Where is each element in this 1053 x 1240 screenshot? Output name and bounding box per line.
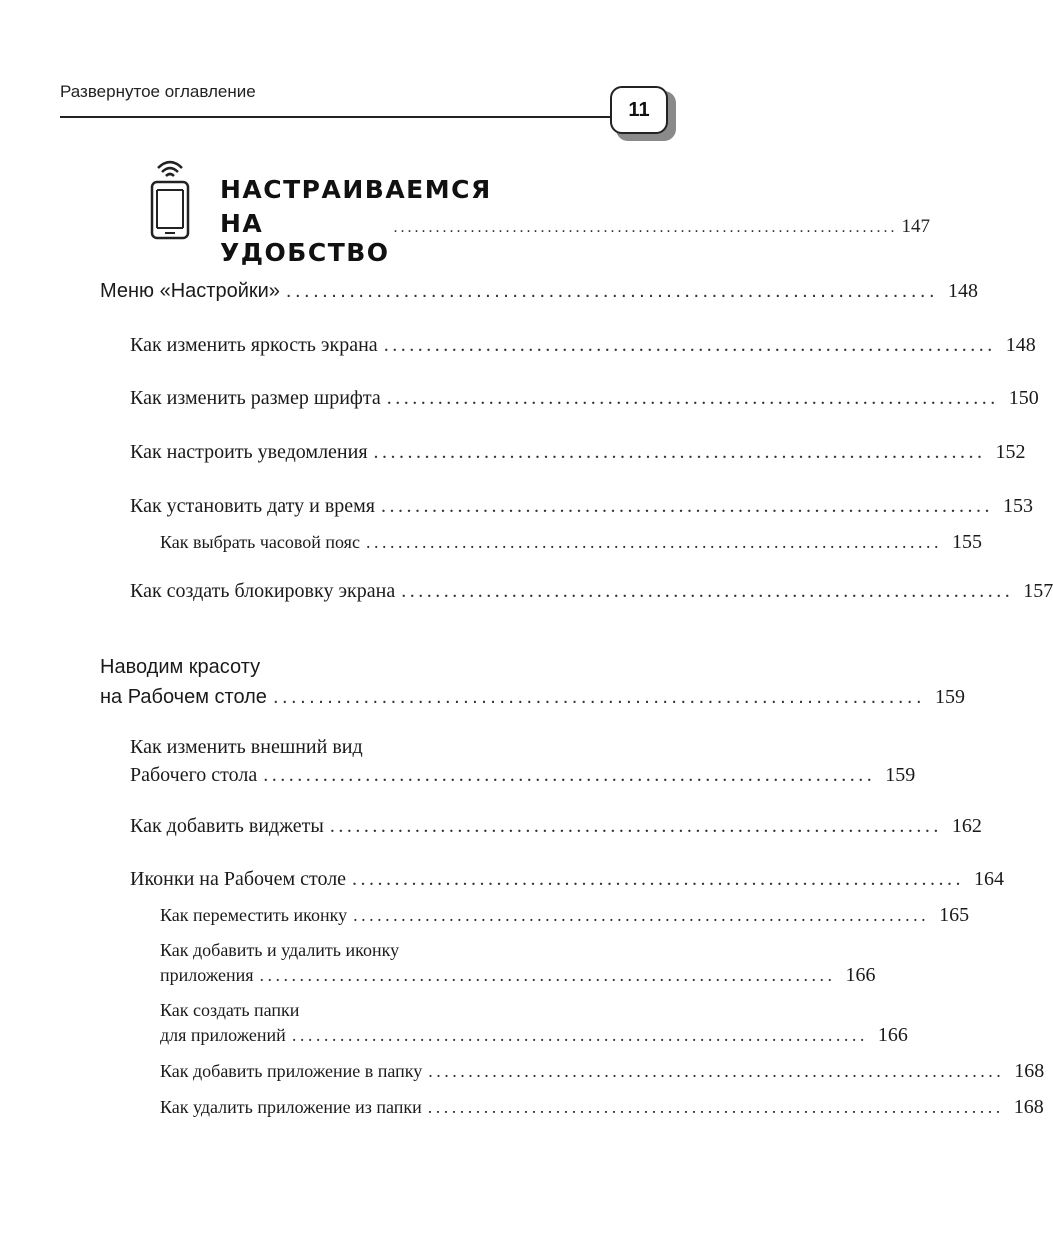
toc-entry-page: 159 [885,764,916,786]
toc-entry-line1: Как изменить внешний вид [130,736,363,758]
toc-entry[interactable] [130,387,1039,410]
chapter-page: 147 [901,216,931,237]
toc-entry[interactable] [130,764,916,787]
toc-entry-page: 152 [995,441,1026,463]
leader-dots: ........................................................................ [263,764,876,786]
toc-entry-page: 168 [1014,1060,1045,1082]
toc-entry-text: Рабочего стола [130,764,258,786]
chapter-title-line1: НАСТРАИВАЕМСЯ [220,175,492,204]
toc-subentry[interactable] [160,1024,908,1047]
leader-dots: ........................................................................ [427,1097,1004,1117]
toc-entry-text: Меню «Настройки» [100,280,280,302]
toc-entry-text: Как установить дату и время [130,495,376,517]
toc-entry-text: Как настроить уведомления [130,441,368,463]
toc-subentry-line1: Как создать папки [160,1000,300,1020]
leader-dots: ........................................................................ [291,1025,868,1045]
toc-entry[interactable] [130,815,982,838]
leader-dots: ........................................................................ [329,815,942,837]
smartphone-signal-icon [148,154,192,242]
leader-dots: ........................................................................ [285,280,938,302]
toc-entry-page: 157 [1023,580,1053,602]
toc-entry-text: приложения [160,965,254,985]
toc-entry-page: 168 [1013,1096,1044,1118]
toc-entry-page: 159 [935,686,966,708]
leader-dots: ........................................................................ [428,1061,1005,1081]
toc-entry-text: Иконки на Рабочем столе [130,868,347,890]
toc-entry-page: 153 [1003,495,1034,517]
chapter-title-line2[interactable] [220,209,931,267]
toc-entry-text: Как удалить приложение из папки [160,1097,422,1117]
toc-entry-text: Как переместить иконку [160,905,348,925]
toc-subentry-line1: Как добавить и удалить иконку [160,940,400,960]
leader-dots: ........................................................................ [393,219,898,236]
toc-subentry[interactable] [160,904,970,927]
toc-subentry[interactable] [160,531,982,554]
toc-entry-text: Как добавить виджеты [130,815,324,837]
chapter-title-line2-text: НА УДОБСТВО [220,209,390,267]
leader-dots: ........................................................................ [352,868,965,890]
leader-dots: ........................................................................ [259,965,836,985]
leader-dots: ........................................................................ [401,580,1014,602]
toc-entry[interactable] [130,441,1026,464]
toc-entry-text: Как изменить яркость экрана [130,334,378,356]
toc-subentry[interactable] [160,1060,1045,1083]
toc-entry-page: 164 [974,868,1005,890]
toc-entry[interactable] [130,868,1005,891]
page-number-badge: 11 [610,86,668,134]
leader-dots: ........................................................................ [272,686,926,708]
leader-dots: ........................................................................ [353,905,930,925]
toc-entry-page: 166 [845,964,876,986]
toc-entry-page: 148 [948,280,978,302]
toc-entry-desktop-beauty[interactable] [100,686,966,709]
toc-entry-line1: Наводим красоту [100,656,261,678]
leader-dots: ........................................................................ [365,532,942,552]
running-header: Развернутое оглавление [60,82,256,101]
leader-dots: ........................................................................ [381,495,994,517]
toc-subentry[interactable] [160,1096,1044,1119]
toc-entry-page: 165 [939,904,970,926]
toc-entry-text: Как добавить приложение в папку [160,1061,423,1081]
toc-entry[interactable] [130,580,1053,603]
toc-entry-page: 155 [951,531,982,553]
toc-entry-settings-menu[interactable] [100,280,978,303]
toc-subentry[interactable] [160,964,876,987]
leader-dots: ........................................................................ [386,387,999,409]
toc-entry[interactable] [130,495,1034,518]
toc-entry-page: 166 [877,1024,908,1046]
toc-entry[interactable] [130,334,1036,357]
toc-entry-text: на Рабочем столе [100,686,267,708]
leader-dots: ........................................................................ [383,334,996,356]
header-rule [60,116,612,118]
toc-entry-text: для приложений [160,1025,286,1045]
toc-entry-text: Как выбрать часовой пояс [160,532,360,552]
toc-entry-page: 162 [951,815,982,837]
toc-entry-text: Как создать блокировку экрана [130,580,396,602]
toc-entry-page: 148 [1005,334,1036,356]
leader-dots: ........................................................................ [373,441,986,463]
toc-entry-page: 150 [1008,387,1039,409]
toc-entry-text: Как изменить размер шрифта [130,387,381,409]
